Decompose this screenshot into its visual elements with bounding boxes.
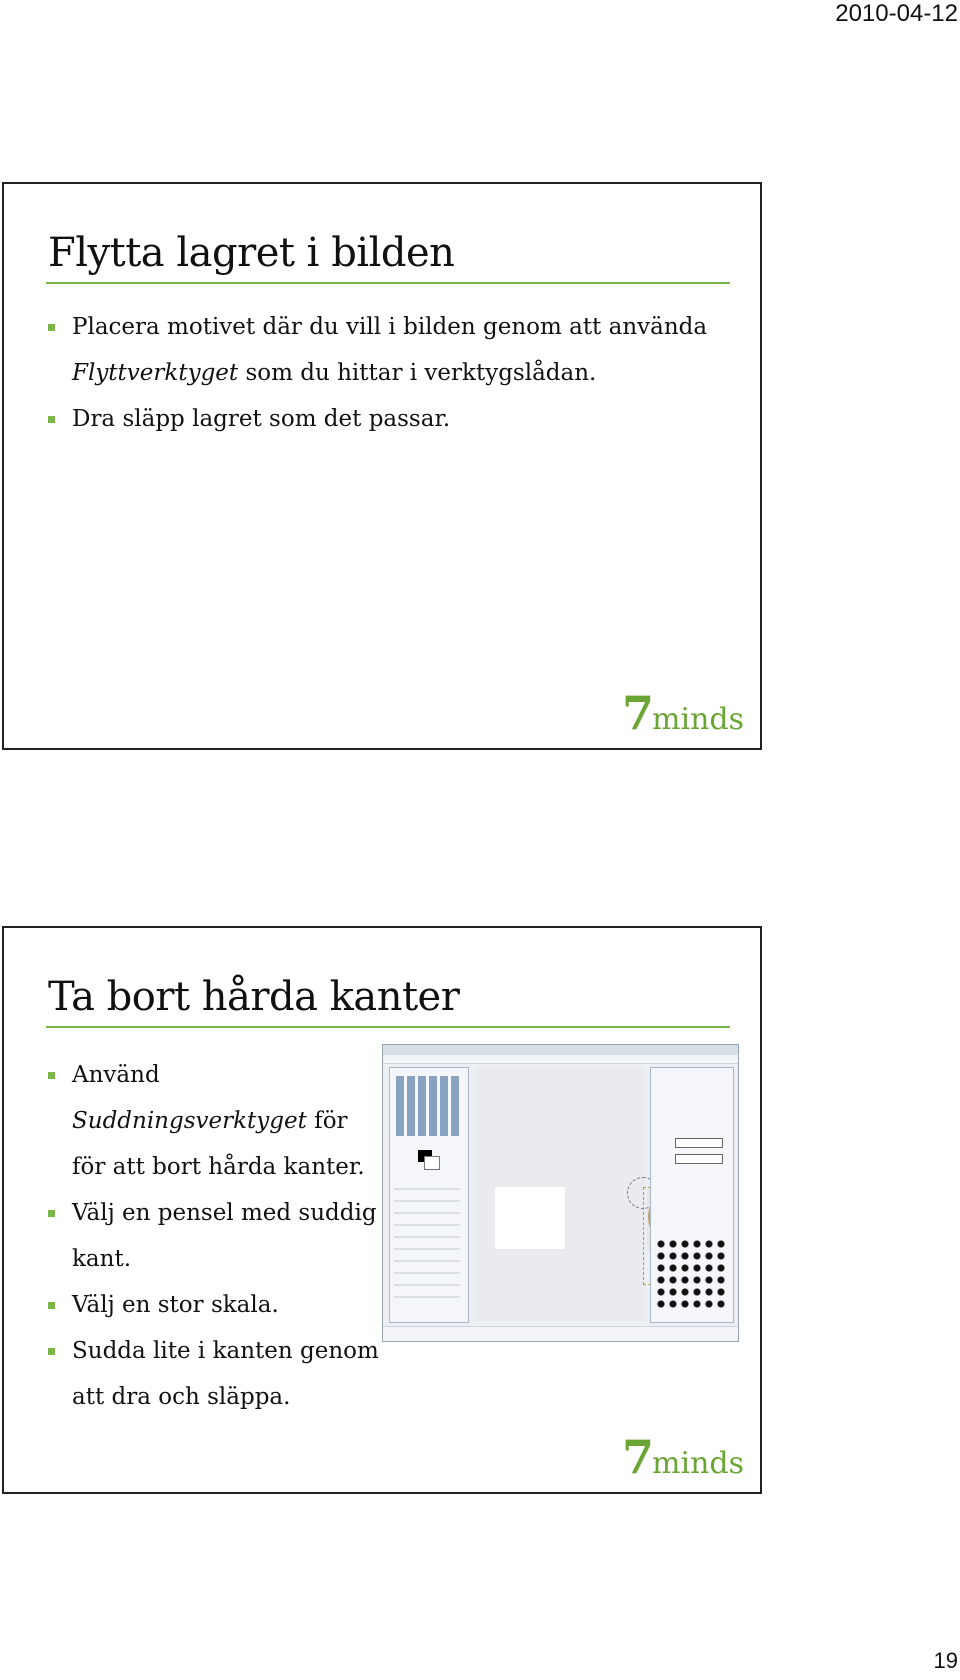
page-number: 19 (933, 1648, 958, 1673)
title-underline (46, 282, 730, 284)
brand-logo: 7minds (622, 1430, 744, 1484)
bullet-list (48, 1052, 388, 1420)
list-item: Dra släpp lagret som det passar. (48, 396, 760, 442)
bullet-list (48, 304, 760, 442)
window-titlebar (383, 1045, 738, 1055)
layers-brushes-panel (650, 1067, 734, 1323)
image-canvas (475, 1067, 645, 1321)
tool-options (394, 1188, 460, 1298)
list-item: Välj en pensel med suddig kant. (48, 1190, 388, 1282)
tool-name: Flyttverktyget (72, 360, 239, 386)
bullet-text: för för att bort hårda kanter. (72, 1108, 365, 1180)
slide-move-layer (2, 182, 762, 750)
status-bar (383, 1326, 738, 1341)
header-date: 2010-04-12 (835, 0, 958, 27)
white-area (495, 1187, 565, 1249)
slide-remove-hard-edges (2, 926, 762, 1494)
gimp-screenshot (382, 1044, 739, 1342)
toolbox-panel (389, 1067, 469, 1323)
brand-logo: 7minds (622, 686, 744, 740)
brush-grid (655, 1238, 727, 1308)
layer-thumbnail (675, 1154, 723, 1164)
list-item: Sudda lite i kanten genom att dra och släppa. (48, 1328, 388, 1420)
list-item (48, 304, 760, 396)
tool-icons-grid (396, 1076, 462, 1136)
bullet-text: Använd (72, 1062, 160, 1088)
menu-bar (383, 1055, 738, 1064)
background-color-swatch (424, 1156, 440, 1170)
list-item: Välj en stor skala. (48, 1282, 388, 1328)
list-item (48, 1052, 388, 1190)
title-underline (46, 1026, 730, 1028)
tool-name: Suddningsverktyget (72, 1108, 307, 1134)
slide-title: Ta bort hårda kanter (48, 974, 460, 1020)
layer-thumbnail (675, 1138, 723, 1148)
slide-title: Flytta lagret i bilden (48, 230, 455, 276)
bullet-text: som du hittar i verktygslådan. (238, 360, 597, 386)
bullet-text: Placera motivet där du vill i bilden genom att använda (72, 314, 708, 340)
